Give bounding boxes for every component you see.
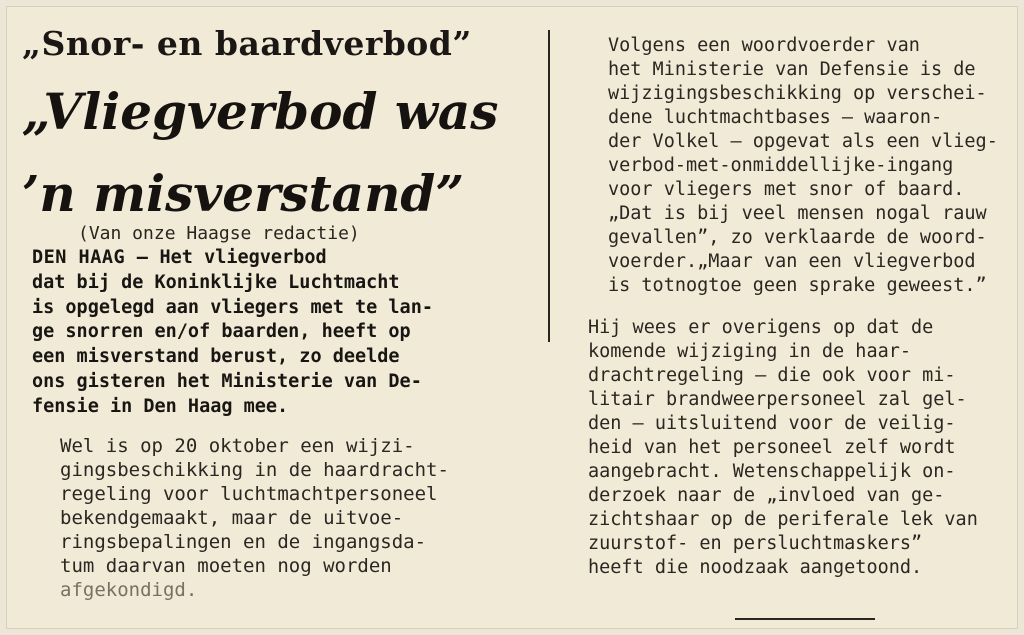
body-line: verbod-met-onmiddellijke-ingang bbox=[608, 155, 954, 176]
main-headline bbox=[22, 71, 542, 235]
body-line: heeft die noodzaak aangetoond. bbox=[588, 557, 923, 578]
body-line: derzoek naar de „invloed van ge- bbox=[588, 485, 945, 506]
lead-line-text: Het vliegverbod bbox=[159, 247, 327, 268]
lead-line: dat bij de Koninklijke Luchtmacht bbox=[32, 271, 400, 293]
body-line: heid van het personeel zelf wordt bbox=[588, 437, 956, 458]
body-line: zichtshaar op de periferale lek van bbox=[588, 509, 978, 530]
body-paragraph-2 bbox=[560, 34, 1015, 298]
body-line: zuurstof- en persluchtmaskers” bbox=[588, 533, 923, 554]
body-line: Wel is op 20 oktober een wijzi- bbox=[60, 434, 415, 457]
lead-paragraph bbox=[32, 246, 512, 420]
lead-line bbox=[32, 246, 512, 271]
body-line: drachtregeling — die ook voor mi- bbox=[588, 365, 956, 386]
body-line: gingsbeschikking in de haardracht- bbox=[60, 458, 449, 481]
dateline: DEN HAAG — bbox=[32, 247, 149, 268]
body-line: regeling voor luchtmachtpersoneel bbox=[60, 482, 438, 505]
body-line: „Dat is bij veel mensen nogal rauw bbox=[608, 203, 987, 224]
body-line: komende wijziging in de haar- bbox=[588, 341, 912, 362]
column-divider bbox=[548, 30, 550, 342]
body-line: dene luchtmachtbases — waaron- bbox=[608, 107, 943, 128]
body-paragraph-1 bbox=[60, 434, 510, 602]
body-line: gevallen”, zo verklaarde de woord- bbox=[608, 227, 987, 248]
headline-line-1: „Vliegverbod was bbox=[22, 82, 499, 141]
body-line: den — uitsluitend voor de veilig- bbox=[588, 413, 956, 434]
lead-line: is opgelegd aan vliegers met te lan- bbox=[32, 296, 433, 318]
kicker-headline: „Snor- en baardverbod” bbox=[22, 24, 472, 63]
body-line-cut: afgekondigd. bbox=[60, 578, 198, 601]
lead-line: fensie in Den Haag mee. bbox=[32, 395, 289, 417]
body-line: Hij wees er overigens op dat de bbox=[588, 317, 934, 338]
body-line: wijzigingsbeschikking op verschei- bbox=[608, 83, 987, 104]
end-rule bbox=[735, 618, 875, 620]
lead-line: ge snorren en/of baarden, heeft op bbox=[32, 321, 411, 343]
body-line: bekendgemaakt, maar de uitvoe- bbox=[60, 506, 404, 529]
body-paragraph-3 bbox=[560, 316, 1015, 580]
body-line: is totnogtoe geen sprake geweest.” bbox=[608, 275, 987, 296]
body-line: der Volkel — opgevat als een vlieg- bbox=[608, 131, 998, 152]
body-line: voerder.„Maar van een vliegverbod bbox=[608, 251, 976, 272]
body-line: het Ministerie van Defensie is de bbox=[608, 59, 976, 80]
right-column bbox=[560, 34, 1020, 580]
body-line: voor vliegers met snor of baard. bbox=[608, 179, 965, 200]
lead-line: een misverstand berust, zo deelde bbox=[32, 346, 400, 368]
body-line: tum daarvan moeten nog worden bbox=[60, 554, 392, 577]
body-line: Volgens een woordvoerder van bbox=[608, 35, 920, 56]
lead-line: ons gisteren het Ministerie van De- bbox=[32, 370, 422, 392]
byline: (Van onze Haagse redactie) bbox=[78, 223, 360, 244]
left-column bbox=[22, 14, 542, 602]
headline-line-2: ’n misverstand” bbox=[22, 164, 465, 223]
body-line: aangebracht. Wetenschappelijk on- bbox=[588, 461, 956, 482]
body-line: ringsbepalingen en de ingangsda- bbox=[60, 530, 427, 553]
body-line: litair brandweerpersoneel zal gel- bbox=[588, 389, 967, 410]
